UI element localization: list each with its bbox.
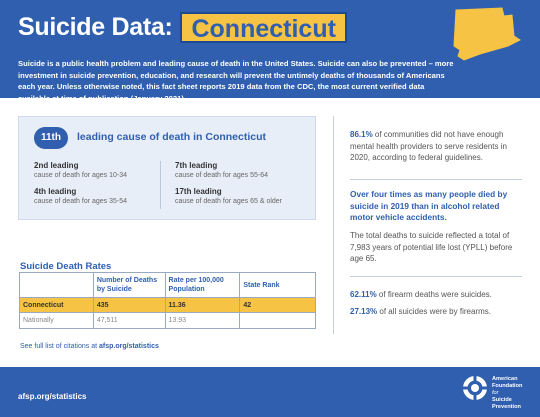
column-divider [333,116,334,334]
stat-firearm-deaths [350,289,522,301]
citation-note [20,343,159,350]
rank-item-label: 4th leading [34,187,77,196]
afsp-logo-text [492,376,536,411]
citation-link[interactable]: afsp.org/statistics [98,343,159,350]
logo-line: Suicide [492,397,512,403]
rank-item-ages-65-older [175,187,305,205]
rank-item-label: 2nd leading [34,161,79,170]
page-title: Suicide Data: [18,12,173,41]
connecticut-map-icon [450,6,528,62]
state-name-badge: Connecticut [180,12,346,43]
table-cell: 13.93 [165,313,240,329]
rates-title: Suicide Death Rates [20,261,112,272]
stat-value: 27.13% [350,307,378,316]
footer-url-link[interactable]: afsp.org/statistics [18,392,87,401]
header-banner [0,0,540,103]
afsp-logo-icon [462,375,488,401]
section-divider [350,179,522,180]
table-cell: Nationally [20,313,94,329]
table-header-cell: Number of Deaths by Suicide [93,273,165,298]
table-header-cell [20,273,94,298]
stat-headline-vehicle-accidents: Over four times as many people died by suicide in 2019 than in alcohol related motor vehicle accidents. [350,189,508,222]
stat-text: of firearm deaths were suicides. [376,290,492,299]
stat-suicides-firearms [350,306,522,318]
section-divider [350,276,522,277]
logo-line: for [492,390,499,396]
logo-line: Prevention [492,404,521,410]
stat-value: 62.11% [350,290,377,299]
stat-value: 86.1% [350,130,373,139]
rank-item-ages-10-34 [34,161,164,179]
table-cell: 435 [93,298,165,313]
rank-item-sub: cause of death for ages 35-54 [34,198,128,205]
rank-item-label: 17th leading [175,187,222,196]
rates-table [19,272,316,329]
stat-ypll: The total deaths to suicide reflected a total of 7,983 years of potential life lost (YPLL) before age 65. [350,231,513,263]
logo-line: Foundation [492,383,523,389]
stat-text: of communities did not have enough mental health providers to serve residents in 2020, according to federal guidelines. [350,130,507,162]
table-row-nationally [20,313,316,329]
logo-line: American [492,376,518,382]
table-header-cell: Rate per 100,000 Population [165,273,240,298]
rank-item-sub: cause of death for ages 55-64 [175,172,269,179]
table-row-connecticut [20,298,316,313]
table-cell: 47,511 [93,313,165,329]
table-header-row [20,273,316,298]
stat-mental-health-providers [350,129,522,164]
rank-headline: leading cause of death in Connecticut [77,131,267,143]
intro-text: Suicide is a public health problem and leading cause of death in the United States. Suicide can also be prevented – more investment in suicide prevention, education, and research will prevent the untimely deaths of thousands of Americans each year. Unless otherwise noted, this fact sheet reports 2019 data from the CDC, the most current verified data available at time of publication (January 2021). [18,59,454,103]
table-cell [240,313,316,329]
footer-banner [0,367,540,417]
rank-item-label: 7th leading [175,161,218,170]
page-title-row [18,11,347,43]
citation-prefix: See full list of citations at [20,343,99,350]
table-cell: 42 [240,298,316,313]
table-header-cell: State Rank [240,273,316,298]
table-cell: Connecticut [20,298,94,313]
leading-cause-card [18,116,316,220]
rank-item-sub: cause of death for ages 10-34 [34,172,128,179]
stat-text: of all suicides were by firearms. [377,307,491,316]
rank-item-sub: cause of death for ages 65 & older [175,198,283,205]
rank-badge: 11th [34,127,68,149]
rank-item-ages-35-54 [34,187,164,205]
rank-item-ages-55-64 [175,161,305,179]
table-cell: 11.36 [165,298,240,313]
